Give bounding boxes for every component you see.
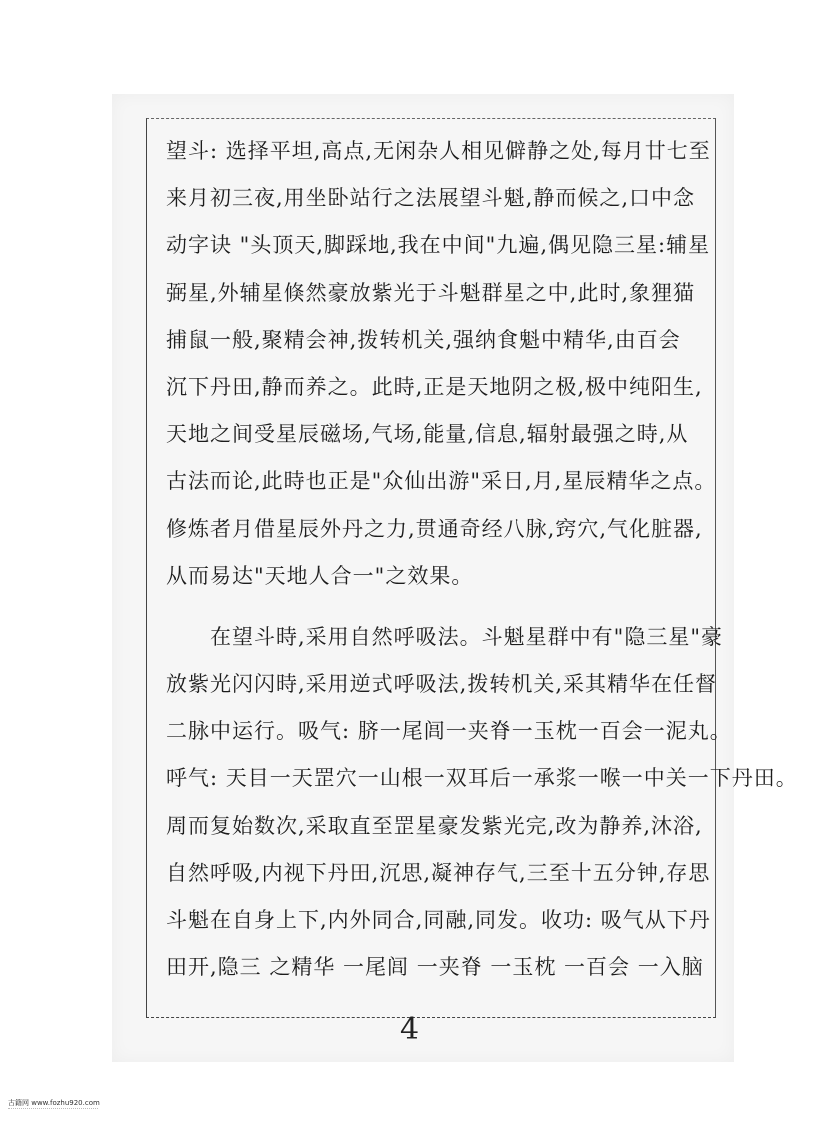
text-line: 周而复始数次,采取直至罡星豪发紫光完,改为静养,沐浴, [166,813,703,838]
text-line: 动字诀 "头顶天,脚踩地,我在中间"九遍,偶见隐三星:辅星 [166,233,711,258]
text-line: 修炼者月借星辰外丹之力,贯通奇经八脉,窍穴,气化脏器, [166,516,703,541]
text-line: 斗魁在自身上下,内外同合,同融,同发。收功: 吸气从下丹 [166,908,711,932]
body-text [166,128,798,991]
text-line: 自然呼吸,内视下丹田,沉思,凝神存气,三至十五分钟,存思 [166,860,711,885]
page-number: 4 [400,1012,420,1047]
footer-watermark: 古籍网 www.fozhu920.com [8,1099,100,1107]
text-line: 田开,隐三 之精华 一尾闾 一夹脊 一玉枕 一百会 一入脑 [166,955,704,980]
text-line: 古法而论,此時也正是"众仙出游"采日,月,星辰精华之点。 [166,469,717,494]
text-line: 呼气: 天目一天罡穴一山根一双耳后一承浆一喉一中关一下丹田。 [166,766,798,791]
text-line: 来月初三夜,用坐卧站行之法展望斗魁,静而候之,口中念 [166,186,696,211]
text-line: 沉下丹田,静而养之。此時,正是天地阴之极,极中纯阳生, [166,374,703,399]
text-line: 二脉中运行。吸气: 脐一尾闾一夹脊一玉枕一百会一泥丸。 [166,719,732,744]
text-line: 从而易达"天地人合一"之效果。 [166,563,474,588]
footer-divider [8,1108,98,1109]
text-line: 捕鼠一般,聚精会神,拨转机关,强纳食魁中精华,由百会 [166,327,681,352]
text-line: 望斗: 选择平坦,高点,无闲杂人相见僻静之处,每月廿七至 [166,139,711,163]
paragraph-start-line: 在望斗時,采用自然呼吸法。斗魁星群中有"隐三星"豪 [210,624,723,649]
text-line: 天地之间受星辰磁场,气场,能量,信息,辐射最强之時,从 [166,422,689,447]
text-line: 放紫光闪闪時,采用逆式呼吸法,拨转机关,采其精华在任督 [166,672,718,697]
text-line: 弼星,外辅星倏然豪放紫光于斗魁群星之中,此时,象狸猫 [166,280,696,305]
